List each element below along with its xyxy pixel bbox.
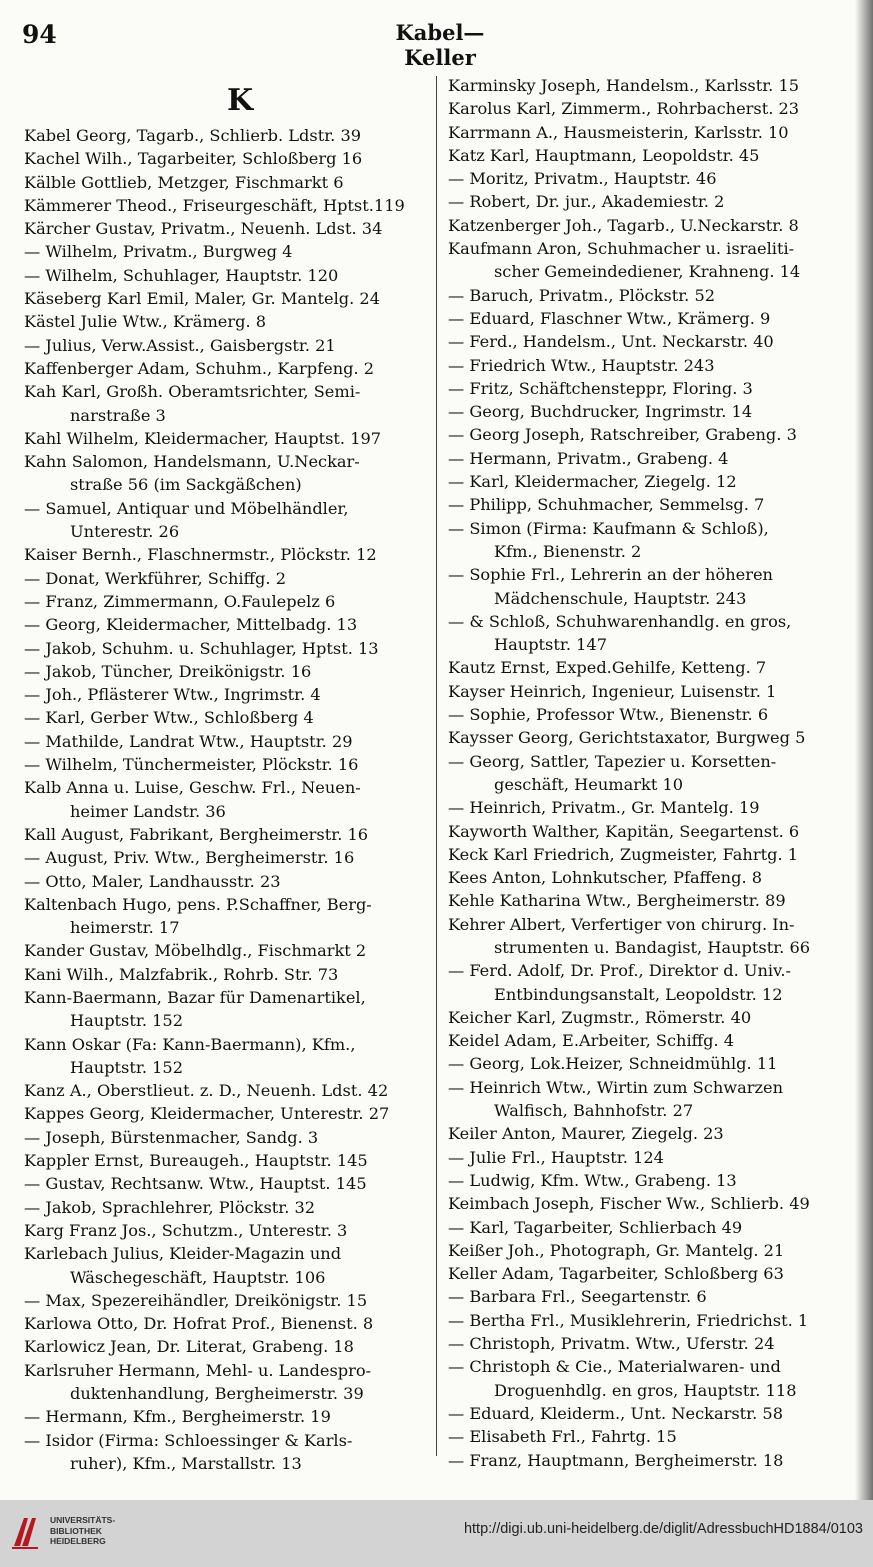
directory-entry [448, 493, 860, 516]
entry-continuation-line: Hauptstr. 152 [70, 1011, 184, 1031]
column-divider [436, 76, 437, 1456]
entry-line: — Donat, Werkführer, Schiffg. 2 [24, 568, 286, 588]
entry-line: — Hermann, Kfm., Bergheimerstr. 19 [24, 1407, 331, 1427]
entry-line: — & Schloß, Schuhwarenhandlg. en gros, [448, 611, 792, 631]
directory-entry [24, 543, 436, 566]
entry-continuation-line: straße 56 (im Sackgäßchen) [70, 475, 302, 495]
directory-entry [24, 660, 436, 683]
directory-entry [448, 680, 860, 703]
entry-line: Keiler Anton, Maurer, Ziegelg. 23 [448, 1124, 724, 1144]
right-column [448, 74, 860, 1472]
directory-entry [24, 1102, 436, 1125]
entry-continuation-line: duktenhandlung, Bergheimerstr. 39 [70, 1384, 364, 1404]
entry-line: Karolus Karl, Zimmerm., Rohrbacherst. 23 [448, 99, 800, 119]
directory-entry [24, 1405, 436, 1428]
entry-continuation-line: strumenten u. Bandagist, Hauptstr. 66 [494, 937, 811, 957]
entry-line: Keidel Adam, E.Arbeiter, Schiffg. 4 [448, 1031, 735, 1051]
directory-entry [24, 450, 436, 497]
entry-line: Kaysser Georg, Gerichtstaxator, Burgweg 5 [448, 728, 806, 748]
entry-line: — August, Priv. Wtw., Bergheimerstr. 16 [24, 848, 355, 868]
directory-entry [24, 590, 436, 613]
entry-line: — Eduard, Kleiderm., Unt. Neckarstr. 58 [448, 1403, 784, 1423]
entry-line: — Georg, Lok.Heizer, Schneidmühlg. 11 [448, 1054, 778, 1074]
entry-line: — Baruch, Privatm., Plöckstr. 52 [448, 285, 716, 305]
entry-line: Kander Gustav, Möbelhdlg., Fischmarkt 2 [24, 941, 367, 961]
entry-line: Kall August, Fabrikant, Bergheimerstr. 16 [24, 824, 369, 844]
entry-continuation-line: Unterestr. 26 [70, 522, 180, 542]
entry-continuation-line: Entbindungsanstalt, Leopoldstr. 12 [494, 984, 783, 1004]
entry-line: — Otto, Maler, Landhausstr. 23 [24, 871, 281, 891]
directory-entry [448, 1425, 860, 1448]
entry-line: Kämmerer Theod., Friseurgeschäft, Hptst.119 [24, 195, 405, 215]
section-letter: K [226, 83, 254, 118]
directory-entry [448, 610, 860, 657]
directory-entry [24, 171, 436, 194]
directory-entry [448, 423, 860, 446]
directory-entry [24, 1242, 436, 1289]
directory-entry [24, 1312, 436, 1335]
entry-line: — Isidor (Firma: Schloessinger & Karls- [24, 1430, 353, 1450]
entry-line: Kabel Georg, Tagarb., Schlierb. Ldstr. 39 [24, 126, 362, 145]
directory-entry [448, 1146, 860, 1169]
directory-entry [448, 726, 860, 749]
entry-line: — Karl, Gerber Wtw., Schloßberg 4 [24, 708, 314, 728]
entry-line: — Joh., Pflästerer Wtw., Ingrimstr. 4 [24, 685, 321, 705]
directory-entry [24, 264, 436, 287]
entry-continuation-line: heimer Landstr. 36 [70, 801, 226, 821]
directory-entry [24, 1429, 436, 1476]
directory-entry [24, 1172, 436, 1195]
entry-continuation-line: Droguenhdlg. en gros, Hauptstr. 118 [494, 1380, 797, 1400]
entry-line: — Fritz, Schäftchensteppr, Floring. 3 [448, 378, 753, 398]
directory-entry [448, 470, 860, 493]
entry-line: Keicher Karl, Zugmstr., Römerstr. 40 [448, 1007, 752, 1027]
directory-entry [24, 380, 436, 427]
directory-entry [448, 284, 860, 307]
entry-line: — Philipp, Schuhmacher, Semmelsg. 7 [448, 495, 765, 515]
directory-entry [448, 1239, 860, 1262]
entry-line: Kaufmann Aron, Schuhmacher u. israeliti- [448, 239, 795, 259]
directory-entry [448, 820, 860, 843]
entry-line: — Robert, Dr. jur., Akademiestr. 2 [448, 192, 725, 212]
directory-entry [24, 683, 436, 706]
entry-continuation-line: Kfm., Bienenstr. 2 [494, 541, 642, 561]
entry-line: Kahl Wilhelm, Kleidermacher, Hauptst. 197 [24, 428, 382, 448]
entry-line: Kehrer Albert, Verfertiger von chirurg. In- [448, 914, 795, 934]
directory-entry [448, 74, 860, 97]
entry-line: Karlowa Otto, Dr. Hofrat Prof., Bienenst. 8 [24, 1314, 374, 1334]
left-column [24, 78, 436, 1475]
entry-line: — Ludwig, Kfm. Wtw., Grabeng. 13 [448, 1170, 737, 1190]
footer-bar [0, 1500, 873, 1567]
directory-entry [24, 939, 436, 962]
entry-line: — Bertha Frl., Musiklehrerin, Friedrichst. 1 [448, 1310, 809, 1330]
entry-line: Keimbach Joseph, Fischer Ww., Schlierb. 49 [448, 1194, 810, 1214]
directory-entry [448, 97, 860, 120]
entry-line: — Wilhelm, Schuhlager, Hauptstr. 120 [24, 265, 339, 285]
entry-line: — Georg Joseph, Ratschreiber, Grabeng. 3 [448, 425, 797, 445]
entry-line: — Franz, Hauptmann, Bergheimerstr. 18 [448, 1450, 784, 1470]
entry-line: Kayser Heinrich, Ingenieur, Luisenstr. 1 [448, 681, 777, 701]
directory-entry [448, 959, 860, 1006]
directory-entry [24, 893, 436, 940]
library-name: UNIVERSITÄTS- BIBLIOTHEK HEIDELBERG [50, 1515, 116, 1546]
entry-line: — Georg, Sattler, Tapezier u. Korsetten- [448, 751, 777, 771]
entry-line: — Elisabeth Frl., Fahrtg. 15 [448, 1427, 677, 1447]
directory-entry [448, 750, 860, 797]
directory-entry [448, 447, 860, 470]
directory-entry [24, 706, 436, 729]
entry-line: Kani Wilh., Malzfabrik., Rohrb. Str. 73 [24, 964, 339, 984]
entry-line: — Gustav, Rechtsanw. Wtw., Hauptst. 145 [24, 1174, 367, 1194]
directory-entry [448, 237, 860, 284]
directory-entry [448, 1029, 860, 1052]
directory-entry [24, 753, 436, 776]
entry-line: Kachel Wilh., Tagarbeiter, Schloßberg 16 [24, 149, 363, 169]
directory-entry [24, 846, 436, 869]
directory-entry [24, 147, 436, 170]
page-number: 94 [22, 20, 57, 49]
directory-entry [448, 1052, 860, 1075]
entry-line: — Georg, Buchdrucker, Ingrimstr. 14 [448, 402, 753, 422]
directory-entry [448, 1402, 860, 1425]
directory-entry [24, 1196, 436, 1219]
entry-line: Kahn Salomon, Handelsmann, U.Neckar- [24, 452, 360, 472]
entry-line: — Friedrich Wtw., Hauptstr. 243 [448, 355, 715, 375]
directory-entry [448, 1309, 860, 1332]
entry-line: Kann-Baermann, Bazar für Damenartikel, [24, 987, 366, 1007]
directory-entry [448, 866, 860, 889]
entry-line: Karlebach Julius, Kleider-Magazin und [24, 1244, 342, 1264]
directory-entry [448, 1122, 860, 1145]
entry-line: Karminsky Joseph, Handelsm., Karlsstr. 15 [448, 76, 800, 95]
entry-line: — Moritz, Privatm., Hauptstr. 46 [448, 169, 717, 189]
running-head: Kabel—Keller [395, 20, 485, 70]
entry-continuation-line: Walfisch, Bahnhofstr. 27 [494, 1101, 694, 1121]
directory-entry [448, 1216, 860, 1239]
directory-entry [24, 567, 436, 590]
entry-line: Kees Anton, Lohnkutscher, Pfaffeng. 8 [448, 868, 763, 888]
directory-entry [24, 963, 436, 986]
entry-line: — Heinrich Wtw., Wirtin zum Schwarzen [448, 1077, 784, 1097]
directory-entry [448, 796, 860, 819]
directory-entry [24, 1126, 436, 1149]
entry-line: — Christoph, Privatm. Wtw., Uferstr. 24 [448, 1334, 775, 1354]
directory-entry [448, 703, 860, 726]
library-logo-icon [10, 1512, 42, 1552]
entry-continuation-line: Wäschegeschäft, Hauptstr. 106 [70, 1267, 326, 1287]
directory-entry [24, 334, 436, 357]
directory-entry [448, 843, 860, 866]
entry-continuation-line: heimerstr. 17 [70, 918, 180, 938]
directory-entry [448, 377, 860, 400]
directory-entry [448, 913, 860, 960]
entry-continuation-line: narstraße 3 [70, 405, 166, 425]
directory-entry [24, 194, 436, 217]
entry-line: — Ferd., Handelsm., Unt. Neckarstr. 40 [448, 332, 774, 352]
entry-line: — Mathilde, Landrat Wtw., Hauptstr. 29 [24, 731, 353, 751]
page-edge-shadow [855, 0, 873, 1500]
directory-entry [24, 1289, 436, 1312]
directory-entry [24, 1219, 436, 1242]
directory-entry [448, 1332, 860, 1355]
directory-entry [448, 1262, 860, 1285]
directory-entry [24, 1359, 436, 1406]
directory-entry [448, 1355, 860, 1402]
directory-entry [24, 637, 436, 660]
entry-line: Kappes Georg, Kleidermacher, Unterestr. 27 [24, 1104, 390, 1124]
source-url-link[interactable]: http://digi.ub.uni-heidelberg.de/diglit/AdressbuchHD1884/0103 [463, 1521, 863, 1537]
entry-continuation-line: ruher), Kfm., Marstallstr. 13 [70, 1453, 302, 1473]
entry-line: Kappler Ernst, Bureaugeh., Hauptstr. 145 [24, 1151, 368, 1171]
directory-entry [24, 776, 436, 823]
entry-line: Keck Karl Friedrich, Zugmeister, Fahrtg. 1 [448, 844, 799, 864]
entry-line: — Wilhelm, Privatm., Burgweg 4 [24, 242, 293, 262]
directory-entry [24, 497, 436, 544]
entry-line: — Jakob, Tüncher, Dreikönigstr. 16 [24, 661, 312, 681]
directory-entry [448, 517, 860, 564]
directory-entry [24, 870, 436, 893]
entry-line: — Barbara Frl., Seegartenstr. 6 [448, 1287, 707, 1307]
directory-entry [24, 310, 436, 333]
directory-entry [24, 613, 436, 636]
entry-line: — Karl, Kleidermacher, Ziegelg. 12 [448, 472, 737, 492]
directory-entry [448, 400, 860, 423]
directory-entry [24, 124, 436, 147]
entry-line: Kärcher Gustav, Privatm., Neuenh. Ldst. 34 [24, 219, 383, 239]
entry-continuation-line: scher Gemeindediener, Krahneng. 14 [494, 262, 801, 282]
entry-line: Karg Franz Jos., Schutzm., Unterestr. 3 [24, 1220, 348, 1240]
directory-entry [24, 1033, 436, 1080]
entry-line: — Franz, Zimmermann, O.Faulepelz 6 [24, 591, 336, 611]
entry-line: — Sophie, Professor Wtw., Bienenstr. 6 [448, 705, 769, 725]
directory-entry [448, 214, 860, 237]
entry-line: Karrmann A., Hausmeisterin, Karlsstr. 10 [448, 122, 789, 142]
directory-entry [24, 357, 436, 380]
entry-line: Kah Karl, Großh. Oberamtsrichter, Semi- [24, 382, 361, 402]
entry-line: Karlsruher Hermann, Mehl- u. Landespro- [24, 1360, 372, 1380]
directory-entry [448, 1449, 860, 1472]
directory-entry [24, 823, 436, 846]
directory-entry [448, 1076, 860, 1123]
entry-line: — Jakob, Schuhm. u. Schuhlager, Hptst. 13 [24, 638, 379, 658]
directory-entry [448, 330, 860, 353]
entry-line: — Eduard, Flaschner Wtw., Krämerg. 9 [448, 308, 771, 328]
entry-line: Kaltenbach Hugo, pens. P.Schaffner, Berg- [24, 894, 372, 914]
entry-line: — Hermann, Privatm., Grabeng. 4 [448, 448, 729, 468]
entry-line: Katzenberger Joh., Tagarb., U.Neckarstr. 8 [448, 215, 799, 235]
entry-line: Kayworth Walther, Kapitän, Seegartenst. 6 [448, 821, 800, 841]
directory-entry [448, 1192, 860, 1215]
directory-entry [24, 427, 436, 450]
directory-entry [24, 1079, 436, 1102]
entry-continuation-line: geschäft, Heumarkt 10 [494, 774, 684, 794]
directory-entry [24, 1335, 436, 1358]
entry-line: — Joseph, Bürstenmacher, Sandg. 3 [24, 1127, 319, 1147]
directory-entry [448, 307, 860, 330]
entry-line: Kälble Gottlieb, Metzger, Fischmarkt 6 [24, 172, 344, 192]
directory-entry [448, 1006, 860, 1029]
directory-entry [448, 889, 860, 912]
entry-continuation-line: Hauptstr. 152 [70, 1057, 184, 1077]
directory-entry [24, 217, 436, 240]
directory-entry [448, 144, 860, 167]
directory-entry [24, 240, 436, 263]
entry-line: — Karl, Tagarbeiter, Schlierbach 49 [448, 1217, 743, 1237]
directory-entry [448, 190, 860, 213]
entry-continuation-line: Mädchenschule, Hauptstr. 243 [494, 588, 747, 608]
entry-line: — Heinrich, Privatm., Gr. Mantelg. 19 [448, 798, 760, 818]
directory-entry [24, 730, 436, 753]
entry-line: Kautz Ernst, Exped.Gehilfe, Ketteng. 7 [448, 658, 767, 678]
directory-entry [448, 563, 860, 610]
entry-line: Keißer Joh., Photograph, Gr. Mantelg. 21 [448, 1240, 785, 1260]
entry-line: — Julius, Verw.Assist., Gaisbergstr. 21 [24, 335, 336, 355]
entry-line: — Simon (Firma: Kaufmann & Schloß), [448, 518, 769, 538]
entry-line: Karlowicz Jean, Dr. Literat, Grabeng. 18 [24, 1337, 354, 1357]
directory-entry [24, 1149, 436, 1172]
entry-line: — Julie Frl., Hauptstr. 124 [448, 1147, 664, 1167]
entry-line: Kalb Anna u. Luise, Geschw. Frl., Neuen- [24, 778, 361, 798]
entry-line: — Jakob, Sprachlehrer, Plöckstr. 32 [24, 1197, 316, 1217]
entry-line: Kehle Katharina Wtw., Bergheimerstr. 89 [448, 891, 786, 911]
directory-entry [448, 656, 860, 679]
directory-entry [448, 167, 860, 190]
entry-line: — Georg, Kleidermacher, Mittelbadg. 13 [24, 615, 358, 635]
entry-line: Katz Karl, Hauptmann, Leopoldstr. 45 [448, 145, 760, 165]
entry-line: Käseberg Karl Emil, Maler, Gr. Mantelg. 24 [24, 289, 381, 309]
entry-line: Kaiser Bernh., Flaschnermstr., Plöckstr. 12 [24, 545, 377, 565]
entry-continuation-line: Hauptstr. 147 [494, 635, 608, 655]
entry-line: — Sophie Frl., Lehrerin an der höheren [448, 565, 773, 585]
directory-entry [24, 986, 436, 1033]
directory-entry [448, 1285, 860, 1308]
entry-line: Kästel Julie Wtw., Krämerg. 8 [24, 312, 267, 332]
entry-line: Keller Adam, Tagarbeiter, Schloßberg 63 [448, 1264, 784, 1284]
entry-line: Kaffenberger Adam, Schuhm., Karpfeng. 2 [24, 358, 375, 378]
directory-entry [448, 354, 860, 377]
entry-line: — Ferd. Adolf, Dr. Prof., Direktor d. Univ.- [448, 961, 791, 981]
entry-line: — Max, Spezereihändler, Dreikönigstr. 15 [24, 1290, 368, 1310]
entry-line: — Christoph & Cie., Materialwaren- und [448, 1357, 781, 1377]
entry-line: — Samuel, Antiquar und Möbelhändler, [24, 498, 349, 518]
entry-line: Kann Oskar (Fa: Kann-Baermann), Kfm., [24, 1034, 356, 1054]
entry-line: — Wilhelm, Tünchermeister, Plöckstr. 16 [24, 755, 359, 775]
directory-entry [24, 287, 436, 310]
directory-entry [448, 1169, 860, 1192]
entry-line: Kanz A., Oberstlieut. z. D., Neuenh. Ldst. 42 [24, 1081, 389, 1101]
directory-entry [448, 121, 860, 144]
